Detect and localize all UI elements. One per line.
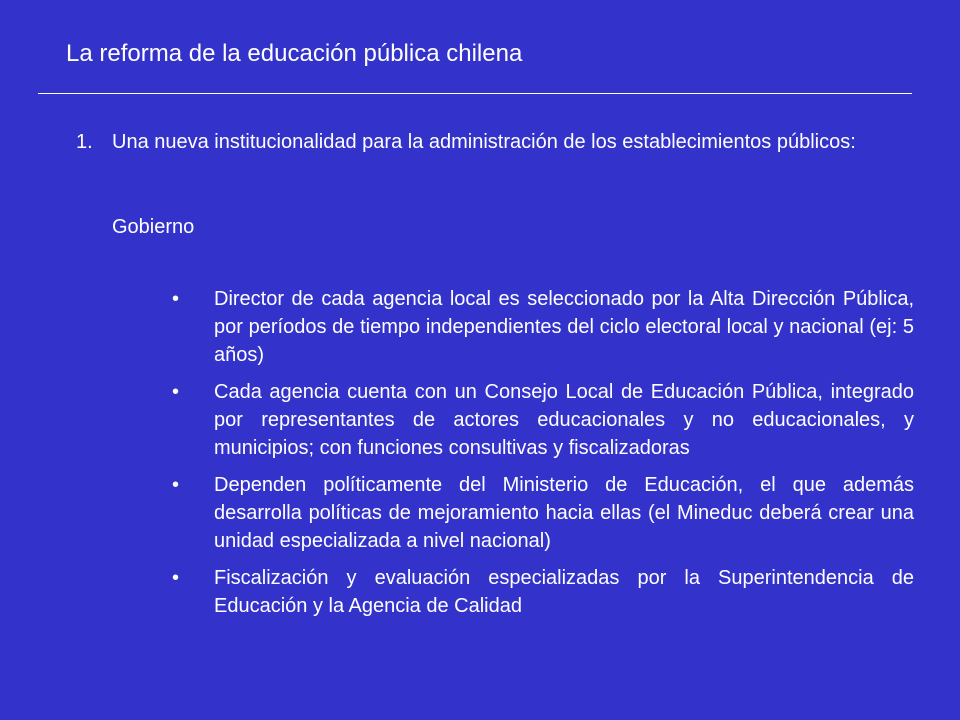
bullet-icon: • bbox=[172, 288, 180, 310]
bullet-item-director bbox=[172, 285, 914, 369]
point-number: 1. bbox=[76, 131, 93, 153]
bullet-text: Director de cada agencia local es seleccionado por la Alta Dirección Pública, por períodos de tiempo independientes del ciclo electoral local y nacional (ej: 5 años) bbox=[214, 288, 914, 366]
bullet-text: Dependen políticamente del Ministerio de Educación, el que además desarrolla políticas de mejoramiento hacia ellas (el Mineduc deberá crear una unidad especializada a nivel nacional) bbox=[214, 474, 914, 552]
bullet-icon: • bbox=[172, 567, 180, 589]
point-text: Una nueva institucionalidad para la administración de los establecimientos públicos: bbox=[112, 131, 856, 153]
title-divider bbox=[38, 93, 912, 94]
section-subheading: Gobierno bbox=[112, 216, 195, 238]
bullet-item-consejo bbox=[172, 378, 914, 462]
slide-title: La reforma de la educación pública chilena bbox=[66, 40, 523, 67]
numbered-point bbox=[76, 128, 916, 156]
bullet-icon: • bbox=[172, 381, 180, 403]
bullet-text: Cada agencia cuenta con un Consejo Local de Educación Pública, integrado por representantes de actores educacionales y no educacionales, y municipios; con funciones consultivas y fiscalizadoras bbox=[214, 381, 914, 459]
bullet-text: Fiscalización y evaluación especializadas por la Superintendencia de Educación y la Agencia de Calidad bbox=[214, 567, 914, 617]
bullet-icon: • bbox=[172, 474, 180, 496]
bullet-item-fiscalizacion bbox=[172, 564, 914, 620]
bullet-item-ministerio bbox=[172, 471, 914, 555]
bullet-list bbox=[172, 285, 914, 629]
